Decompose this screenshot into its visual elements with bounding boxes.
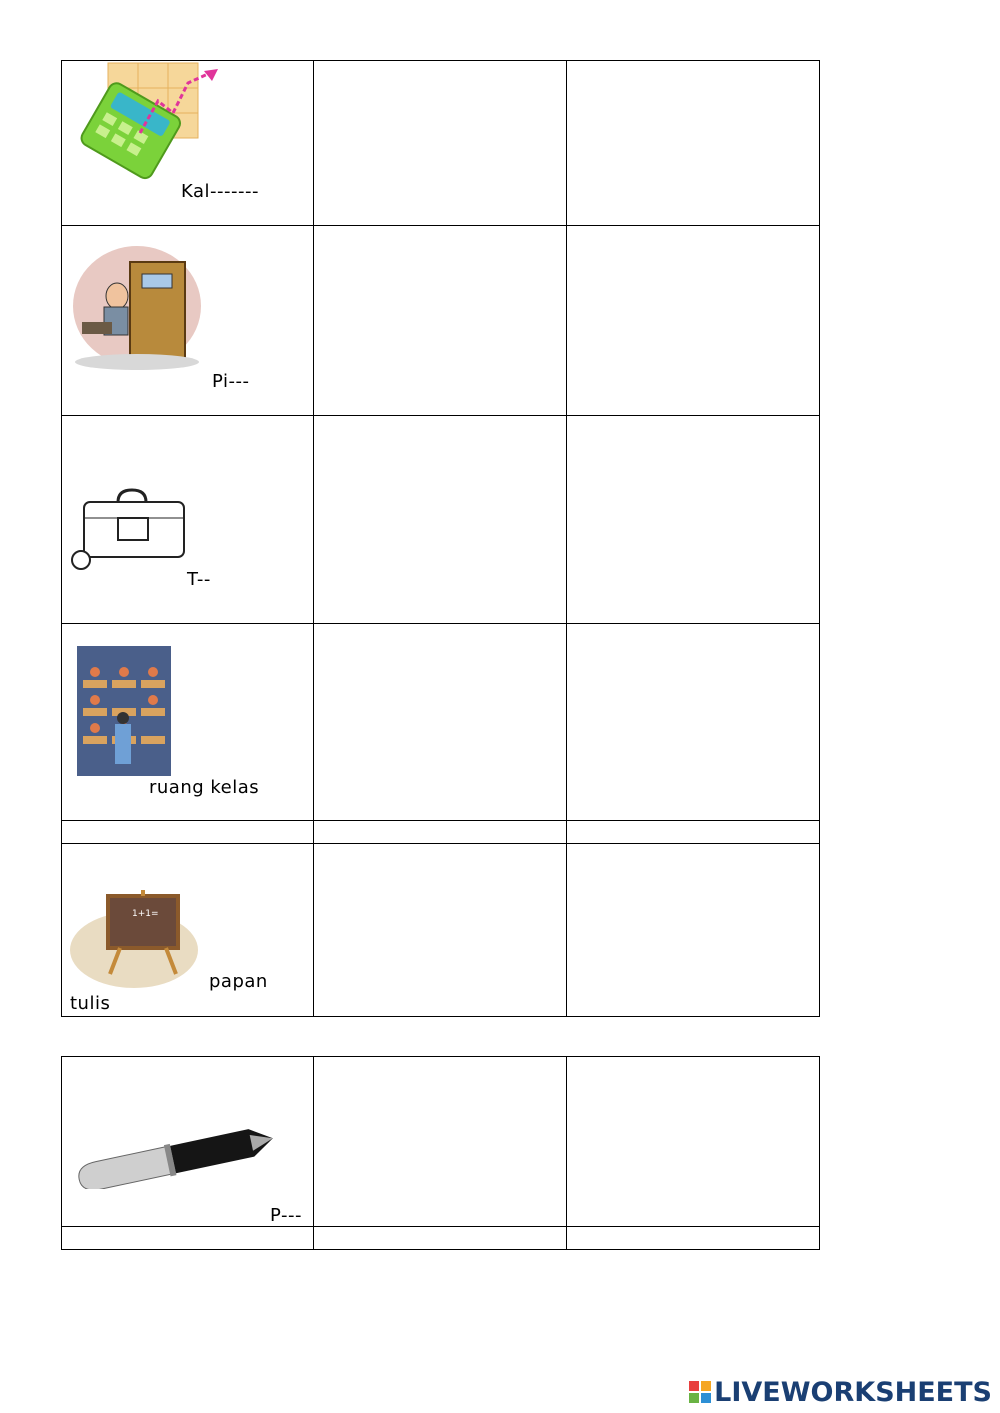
table-row [62,1227,820,1250]
table-row [62,1057,820,1227]
word-hint: P--- [270,1205,302,1226]
brand-name: LIVEWORKSHEETS [714,1376,992,1408]
svg-text:1+1=: 1+1= [132,909,159,919]
empty-cell [567,1227,820,1250]
answer-cell [567,844,820,1017]
liveworksheets-logo [689,1377,992,1407]
picture-cell [62,624,314,821]
classroom-icon [77,646,171,776]
empty-cell [567,821,820,844]
table-row [62,624,820,821]
answer-cell [314,624,567,821]
word-hint: T-- [187,569,211,590]
table-row [62,226,820,416]
word-hint: Pi--- [212,371,250,392]
picture-cell [62,61,314,226]
empty-cell [62,1227,314,1250]
word-hint-line2: tulis [70,993,111,1014]
picture-cell [62,844,314,1017]
answer-cell [314,226,567,416]
brand-mark-icon [689,1381,711,1403]
answer-cell [567,226,820,416]
picture-cell [62,1057,314,1227]
answer-cell [567,624,820,821]
empty-cell [314,1227,567,1250]
answer-cell [314,416,567,624]
word-hint: Kal------- [181,181,259,202]
answer-cell [567,1057,820,1227]
answer-cell [567,61,820,226]
calculator-chart-icon [70,61,230,186]
picture-cell [62,226,314,416]
answer-cell [567,416,820,624]
man-at-door-icon [72,244,202,374]
word-hint: ruang kelas [149,777,260,798]
empty-cell [62,821,314,844]
empty-cell [314,821,567,844]
blackboard-easel-icon [70,886,202,991]
vocabulary-table [61,60,820,1017]
vocabulary-table-2 [61,1056,820,1250]
answer-cell [314,1057,567,1227]
answer-cell [314,844,567,1017]
table-row [62,821,820,844]
school-bag-icon [70,484,190,574]
pen-icon [70,1119,280,1189]
answer-cell [314,61,567,226]
table-row [62,844,820,1017]
word-hint-line1: papan [209,971,268,992]
table-row [62,416,820,624]
table-row [62,61,820,226]
picture-cell [62,416,314,624]
